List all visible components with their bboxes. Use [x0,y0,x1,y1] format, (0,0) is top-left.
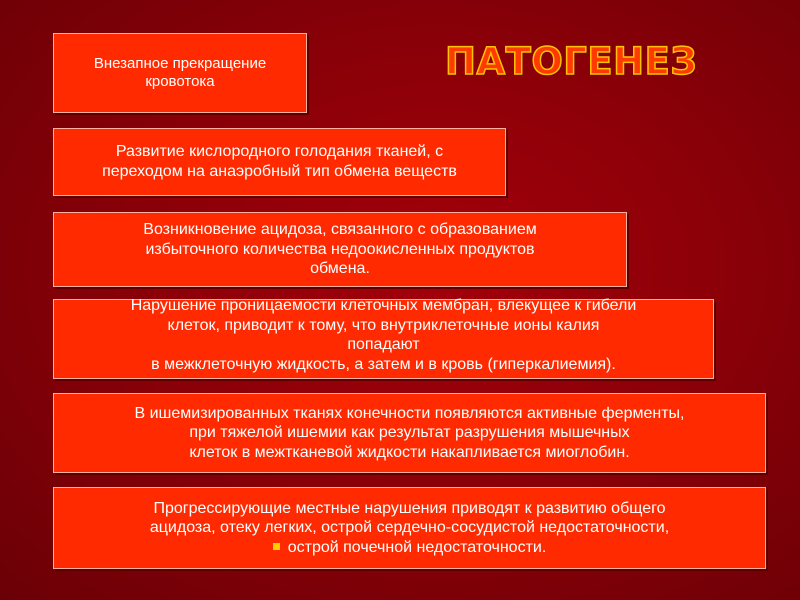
pathogenesis-step-1: Внезапное прекращение кровотока [53,33,307,113]
square-bullet-icon [273,543,280,550]
pathogenesis-step-2: Развитие кислородного голодания тканей, с переходом на анаэробный тип обмена веществ [53,128,506,196]
pathogenesis-step-3: Возникновение ацидоза, связанного с образованием избыточного количества недоокисленных продуктов обмена. [53,212,627,287]
pathogenesis-step-4 [53,299,714,379]
slide-title: ПАТОГЕНЕЗ [445,40,698,83]
pathogenesis-step-4-text: Нарушение проницаемости клеточных мембран, влекущее к гибели клеток, приводит к тому, что внутриклеточные ионы калия попадают в межклеточную жидкость, а затем и в кровь (гиперкалиемия). [130,297,637,373]
pathogenesis-step-5: В ишемизированных тканях конечности появляются активные ферменты, при тяжелой ишемии как результат разрушения мышечных клеток в межтканевой жидкости накапливается миоглобин. [53,393,766,473]
step-6-line-2: ацидоза, отеку легких, острой сердечно-сосудистой недостаточности, [149,519,670,537]
pathogenesis-step-6 [53,487,766,569]
step-6-line-3-row [150,538,669,558]
step-6-line-1: Прогрессирующие местные нарушения приводят к развитию общего [153,499,666,517]
step-6-line-3: острой почечной недостаточности. [287,538,547,556]
